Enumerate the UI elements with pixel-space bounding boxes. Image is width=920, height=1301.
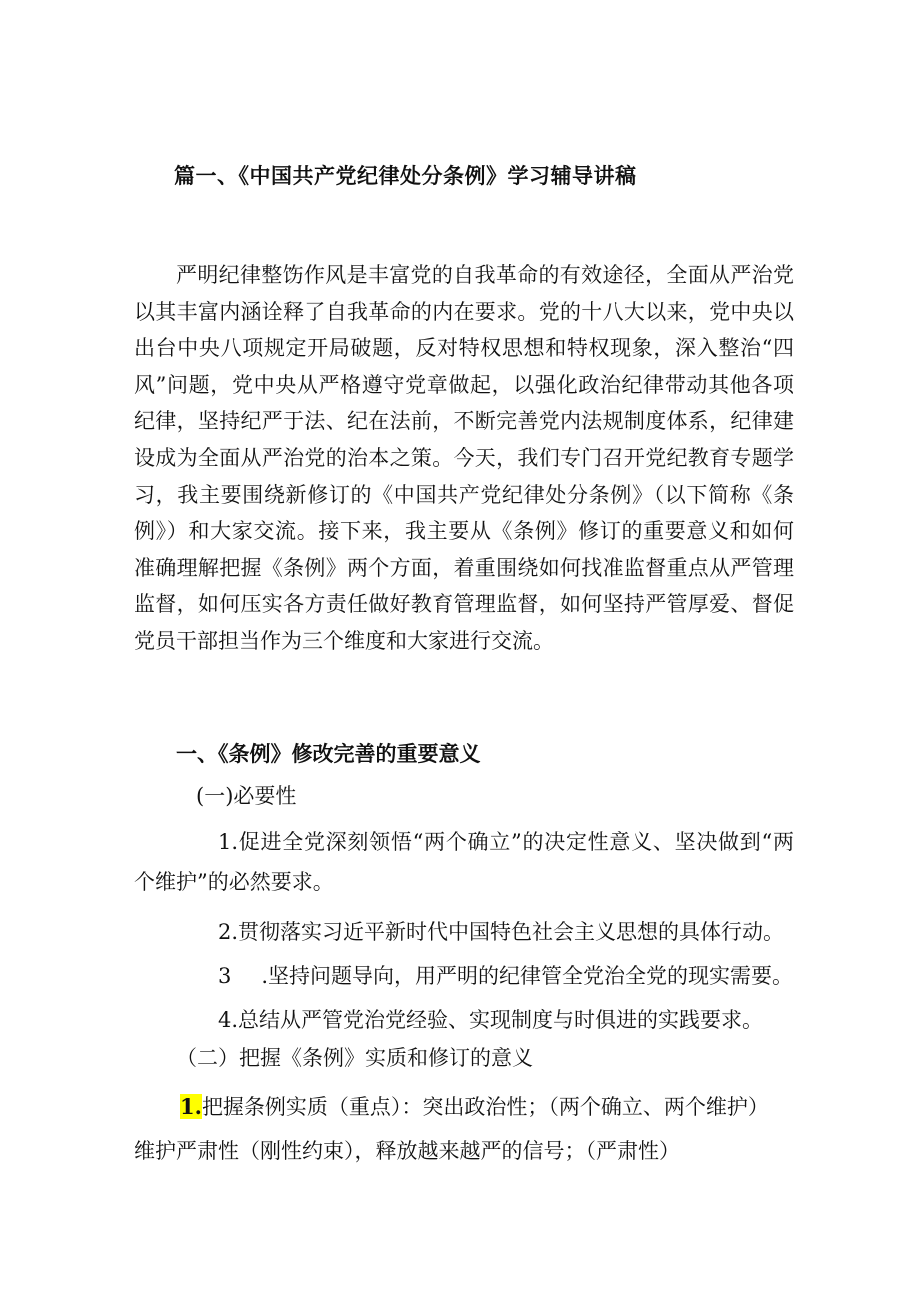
list-item-number: 3	[218, 964, 232, 988]
list-item	[134, 956, 794, 996]
list-item-text-line1: 把握条例实质（重点）：突出政治性；（两个确立、两个维护）	[201, 1095, 769, 1119]
list-item-text-line2: 维护严肃性（刚性约束），释放越来越严的信号；（严肃性）	[134, 1139, 680, 1163]
list-item-text: .总结从严管党治党经验、实现制度与时俱进的实践要求。	[231, 1008, 764, 1032]
list-item-number: 4	[218, 1008, 232, 1032]
document-title: 篇一、《中国共产党纪律处分条例》学习辅导讲稿	[174, 163, 637, 188]
list-item	[134, 822, 794, 902]
intro-paragraph: 严明纪律整饬作风是丰富党的自我革命的有效途径，全面从严治党以其丰富内涵诠释了自我革命的内在要求。党的十八大以来，党中央以出台中央八项规定开局破题，反对特权思想和特权现象，深入整治“四风”问题，党中央从严格遵守党章做起，以强化政治纪律带动其他各项纪律，坚持纪严于法、纪在法前，不断完善党内法规制度体系，纪律建设成为全面从严治党的治本之策。今天，我们专门召开党纪教育专题学习，我主要围绕新修订的《中国共产党纪律处分条例》（以下简称《条例》）和大家交流。接下来，我主要从《条例》修订的重要意义和如何准确理解把握《条例》两个方面，着重围绕如何找准监督重点从严管理监督，如何压实各方责任做好教育管理监督，如何坚持严管厚爱、督促党员干部担当作为三个维度和大家进行交流。	[134, 263, 794, 653]
list-item-number: 2	[218, 920, 232, 944]
highlighted-number: 1.	[180, 1094, 202, 1119]
list-item-number: 1	[218, 830, 232, 854]
subsection-heading-essence: （二）把握《条例》实质和修订的意义	[176, 1046, 533, 1070]
subsection-heading-necessity: (一)必要性	[196, 784, 297, 808]
list-item	[134, 912, 794, 952]
list-item-text: .促进全党深刻领悟“两个确立”的决定性意义、坚决做到“两个维护”的必然要求。	[134, 830, 794, 894]
list-item-text: .贯彻落实习近平新时代中国特色社会主义思想的具体行动。	[231, 920, 785, 944]
list-item-highlighted	[134, 1085, 794, 1173]
list-item-text: .坚持问题导向，用严明的纪律管全党治全党的现实需要。	[261, 964, 794, 988]
section-heading-1: 一、《条例》修改完善的重要意义	[176, 741, 481, 766]
list-item	[134, 1000, 794, 1040]
